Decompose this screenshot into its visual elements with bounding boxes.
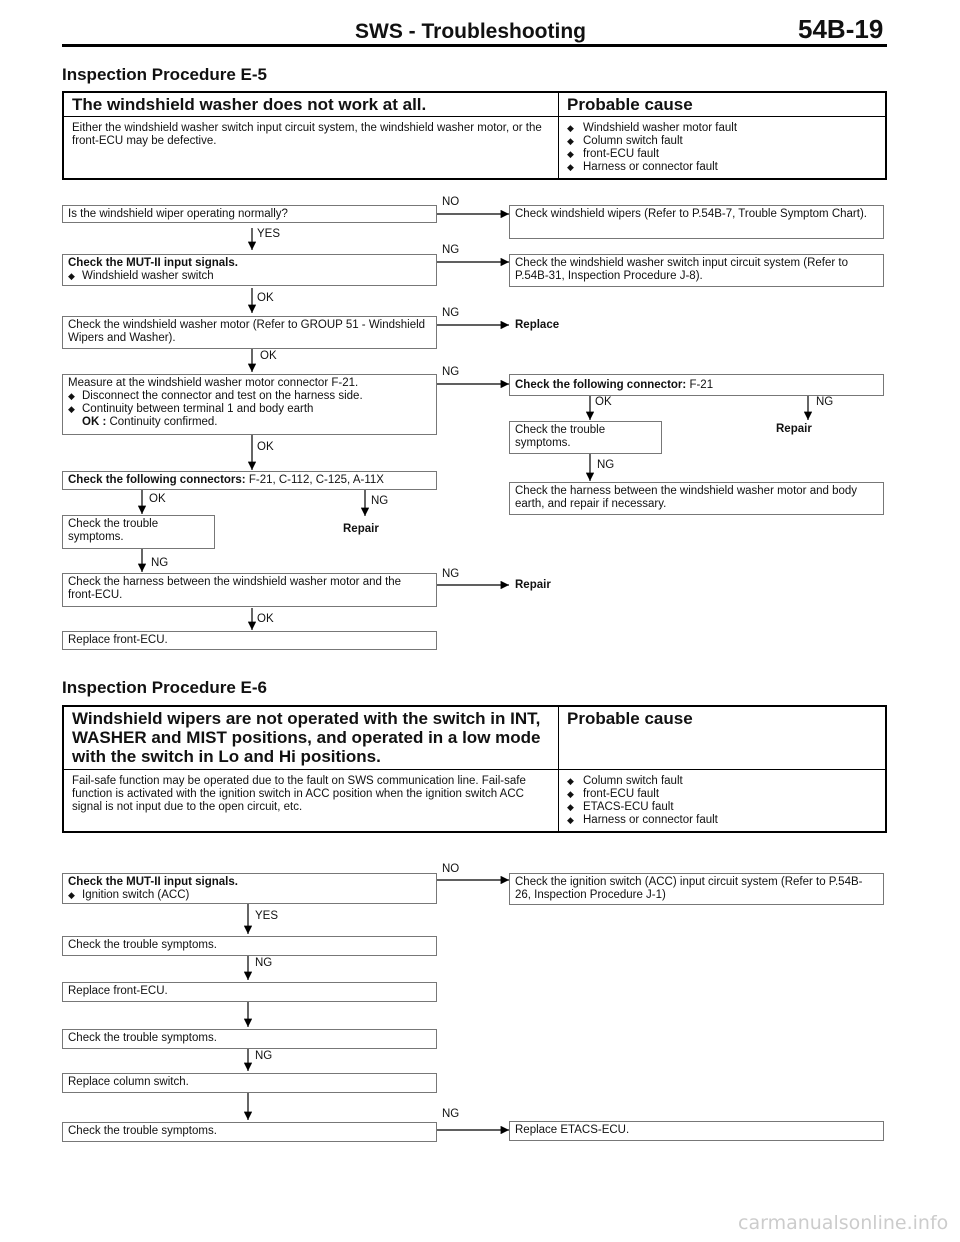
e6-r1-box xyxy=(509,873,884,905)
e5-q5-title: Check the following connectors: xyxy=(68,474,246,486)
label-ng: NG xyxy=(255,957,273,969)
cause-item: ◆ ETACS-ECU fault xyxy=(567,801,877,814)
e6-cause-header: Probable cause xyxy=(559,706,887,770)
e5-q2-title: Check the MUT-II input signals. xyxy=(68,257,238,269)
e6-s2-text: Replace front-ECU. xyxy=(68,985,168,997)
e5-q5-sym-text: Check the trouble symptoms. xyxy=(68,518,159,543)
e5-cause-header: Probable cause xyxy=(559,92,887,117)
e5-q4-item2: ◆ Continuity between terminal 1 and body earth xyxy=(68,403,431,416)
e5-q3-box xyxy=(62,316,437,349)
e5-q4-line1: Measure at the windshield washer motor connector F-21. xyxy=(68,377,359,389)
e5-r4-harness-text: Check the harness between the windshield washer motor and body earth, and repair if necessary. xyxy=(515,485,858,510)
label-ng: NG xyxy=(442,244,460,256)
cause-item: ◆ Column switch fault xyxy=(567,135,877,148)
e5-r6-repair: Repair xyxy=(515,579,551,591)
e5-q5-repair: Repair xyxy=(343,523,379,535)
label-no: NO xyxy=(442,863,460,875)
e6-s5-box xyxy=(62,1122,437,1142)
e6-r1-text: Check the ignition switch (ACC) input circuit system (Refer to P.54B-26, Inspection Procedure J-1) xyxy=(515,876,863,901)
e5-r2-text: Check the windshield washer switch input circuit system (Refer to P.54B-31, Inspection Procedure J-8). xyxy=(515,257,848,282)
label-ng: NG xyxy=(816,396,834,408)
cause-item: ◆ Harness or connector fault xyxy=(567,814,877,827)
e5-q2-box xyxy=(62,254,437,286)
e6-s4-text: Replace column switch. xyxy=(68,1076,189,1088)
label-ng: NG xyxy=(371,495,389,507)
e6-q1-item: ◆ Ignition switch (ACC) xyxy=(68,889,431,902)
label-ng: NG xyxy=(255,1050,273,1062)
e5-q6-text: Check the harness between the windshield washer motor and the front-ECU. xyxy=(68,576,402,601)
label-ok: OK xyxy=(149,493,166,505)
label-ng: NG xyxy=(442,366,460,378)
e6-description: Fail-safe function may be operated due to the fault on SWS communication line. Fail-safe function is activated with the ignition switch in ACC position when the ignition switch ACC signal is not input due to the open circuit, etc. xyxy=(63,770,559,833)
e6-r5-text: Replace ETACS-ECU. xyxy=(515,1124,630,1136)
e5-q2-item: ◆ Windshield washer switch xyxy=(68,270,431,283)
e5-heading: Inspection Procedure E-5 xyxy=(62,65,267,84)
e5-q4-item1: ◆ Disconnect the connector and test on the harness side. xyxy=(68,390,431,403)
label-ng: NG xyxy=(442,1108,460,1120)
e5-r4-repair: Repair xyxy=(776,423,812,435)
cause-item: ◆ front-ECU fault xyxy=(567,788,877,801)
e6-s1-text: Check the trouble symptoms. xyxy=(68,939,217,951)
e5-q1-text: Is the windshield wiper operating normally? xyxy=(68,208,288,220)
e5-symptom: The windshield washer does not work at all. xyxy=(63,92,559,117)
e5-q4-box xyxy=(62,374,437,435)
e5-q5-sym-box xyxy=(62,515,215,549)
e5-q4-ok-label: OK : xyxy=(82,416,107,428)
header-title: SWS - Troubleshooting xyxy=(355,20,586,43)
label-ok: OK xyxy=(257,292,274,304)
e5-q7-text: Replace front-ECU. xyxy=(68,634,168,646)
e5-r1-box xyxy=(509,205,884,239)
e5-q5-text: F-21, C-112, C-125, A-11X xyxy=(248,474,384,486)
cause-item: ◆ Column switch fault xyxy=(567,775,877,788)
label-no: NO xyxy=(442,196,460,208)
e5-q1-box xyxy=(62,205,437,223)
e6-cause-list xyxy=(567,775,877,827)
e5-description: Either the windshield washer switch input circuit system, the windshield washer motor, or the front-ECU may be defective. xyxy=(63,117,559,180)
e5-r4-box xyxy=(509,374,884,396)
e5-q3-text: Check the windshield washer motor (Refer to GROUP 51 - Windshield Wipers and Washer). xyxy=(68,319,426,344)
e6-cause-table xyxy=(62,705,887,833)
label-ok: OK xyxy=(257,441,274,453)
e6-s2-box xyxy=(62,982,437,1002)
e5-r2-box xyxy=(509,254,884,287)
label-ok: OK xyxy=(257,613,274,625)
label-ng: NG xyxy=(442,307,460,319)
label-ng: NG xyxy=(151,557,169,569)
e5-q4-ok-text: Continuity confirmed. xyxy=(109,416,218,428)
e6-s1-box xyxy=(62,936,437,956)
page-number: 54B-19 xyxy=(798,14,884,44)
e5-r4-harness-box xyxy=(509,482,884,515)
e5-r4-sym-box xyxy=(509,421,662,454)
e6-s3-box xyxy=(62,1029,437,1049)
footer-watermark: carmanualsonline.info xyxy=(738,1212,949,1234)
label-ng: NG xyxy=(442,568,460,580)
e6-symptom: Windshield wipers are not operated with the switch in INT, WASHER and MIST positions, and operated in a low mode with the switch in Lo and Hi positions. xyxy=(63,706,559,770)
e5-r3-replace: Replace xyxy=(515,319,560,331)
e6-heading: Inspection Procedure E-6 xyxy=(62,678,267,697)
label-ng: NG xyxy=(597,459,615,471)
e5-q6-box xyxy=(62,573,437,607)
e5-r4-sym-text: Check the trouble symptoms. xyxy=(515,424,606,449)
e6-s5-text: Check the trouble symptoms. xyxy=(68,1125,217,1137)
e5-q5-box xyxy=(62,471,437,490)
label-ok: OK xyxy=(595,396,612,408)
cause-item: ◆ Windshield washer motor fault xyxy=(567,122,877,135)
e6-q1-box xyxy=(62,873,437,904)
e6-r5-box xyxy=(509,1121,884,1141)
e5-r1-text: Check windshield wipers (Refer to P.54B-7, Trouble Symptom Chart). xyxy=(515,208,867,220)
label-ok: OK xyxy=(260,350,277,362)
e5-r4-text: F-21 xyxy=(689,379,714,391)
e6-s4-box xyxy=(62,1073,437,1093)
e6-q1-title: Check the MUT-II input signals. xyxy=(68,876,238,888)
cause-item: ◆ Harness or connector fault xyxy=(567,161,877,174)
e5-q7-box xyxy=(62,631,437,650)
cause-item: ◆ front-ECU fault xyxy=(567,148,877,161)
e5-r4-title: Check the following connector: xyxy=(515,379,687,391)
label-yes: YES xyxy=(255,910,279,922)
e6-s3-text: Check the trouble symptoms. xyxy=(68,1032,217,1044)
label-yes: YES xyxy=(257,228,281,240)
